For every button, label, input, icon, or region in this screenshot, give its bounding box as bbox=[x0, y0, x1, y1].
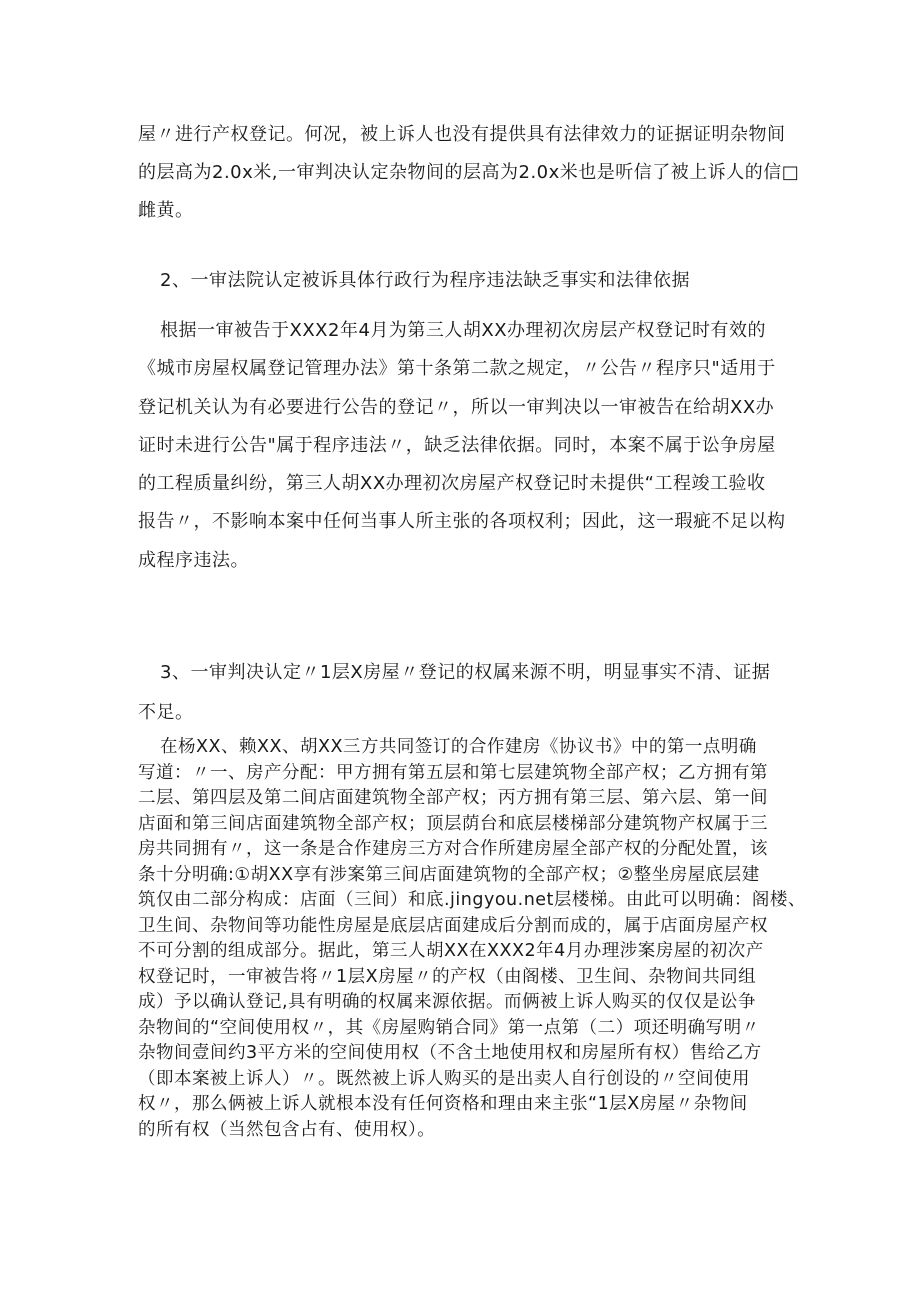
continuation-paragraph bbox=[138, 116, 800, 230]
text-line: 的层高为2.0x米,一审判决认定杂物间的层高为2.0x米也是听信了被上诉人的信□ bbox=[138, 162, 800, 183]
text-line: 权登记时，一审被告将〃1层X房屋〃的产权（由阁楼、卫生间、杂物间共同组 bbox=[138, 966, 757, 987]
text-line: （即本案被上诉人）〃。既然被上诉人购买的是出卖人自行创设的〃空间使用 bbox=[138, 1068, 750, 1089]
text-line: 证时未进行公告"属于程序违法〃，缺乏法律依据。同时，本案不属于讼争房屋 bbox=[138, 434, 776, 456]
text-line: 3、一审判决认定〃1层X房屋〃登记的权属来源不明，明显事实不清、证据 bbox=[160, 662, 771, 683]
text-line: 卫生间、杂物间等功能性房屋是底层店面建成后分割而成的，属于店面房屋产权 bbox=[138, 915, 768, 936]
text-line: 成程序违法。 bbox=[138, 549, 249, 571]
section-3-paragraph bbox=[138, 735, 806, 1143]
text-line: 登记机关认为有必要进行公告的登记〃，所以一审判决以一审被告在给胡XX办 bbox=[138, 396, 775, 418]
text-line: 条十分明确:①胡XX享有涉案第三间店面建筑物的全部产权；②整坐房屋底层建 bbox=[138, 864, 760, 885]
text-line: 权〃，那么俩被上诉人就根本没有任何资格和理由来主张“1层X房屋〃杂物间 bbox=[138, 1094, 748, 1114]
text-line: 不足。 bbox=[138, 702, 194, 723]
text-line: 筑仅由二部分构成：店面（三间）和底.jingyou.net层楼梯。由此可以明确：阁楼、 bbox=[138, 890, 806, 910]
text-line: 的所有权（当然包含占有、使用权）。 bbox=[138, 1119, 436, 1140]
text-line: 房共同拥有〃，这一条是合作建房三方对合作所建房屋全部产权的分配处置，该 bbox=[138, 839, 768, 859]
text-line: 《城市房屋权属登记管理办法》第十条第二款之规定，〃公告〃程序只"适用于 bbox=[138, 358, 776, 380]
text-line: 写道：〃一、房产分配：甲方拥有第五层和第七层建筑物全部产权；乙方拥有第 bbox=[138, 762, 768, 783]
text-line: 的工程质量纠纷，第三人胡XX办理初次房屋产权登记时未提供“工程竣工验收 bbox=[138, 473, 766, 495]
text-line: 成）予以确认登记,具有明确的权属来源依据。而俩被上诉人购买的仅仅是讼争 bbox=[138, 992, 757, 1012]
text-line: 不可分割的组成部分。据此，第三人胡XX在XXX2年4月办理涉案房屋的初次产 bbox=[138, 941, 764, 961]
section-heading-2 bbox=[138, 263, 778, 299]
text-line: 杂物间壹间约3平方米的空间使用权（不含土地使用权和房屋所有权）售给乙方 bbox=[138, 1043, 762, 1063]
text-line: 二层、第四层及第二间店面建筑物全部产权；丙方拥有第三层、第六层、第一间 bbox=[138, 788, 768, 808]
section-heading-3 bbox=[138, 653, 778, 733]
text-line: 屋〃进行产权登记。何况，被上诉人也没有提供具有法律效力的证据证明杂物间 bbox=[138, 124, 786, 145]
text-line: 雌黄。 bbox=[138, 200, 194, 221]
text-line: 杂物间的“空间使用权〃，其《房屋购销合同》第一点第（二）项还明确写明〃 bbox=[138, 1017, 760, 1038]
text-line: 在杨XX、赖XX、胡XX三方共同签订的合作建房《协议书》中的第一点明确 bbox=[160, 737, 757, 757]
text-line: 报告〃，不影响本案中任何当事人所主张的各项权利；因此，这一瑕疵不足以构 bbox=[138, 511, 786, 533]
section-2-paragraph bbox=[138, 312, 786, 580]
text-line: 2、一审法院认定被诉具体行政行为程序违法缺乏事实和法律依据 bbox=[160, 270, 690, 291]
text-line: 根据一审被告于XXX2年4月为第三人胡XX办理初次房层产权登记时有效的 bbox=[160, 320, 767, 341]
text-line: 店面和第三间店面建筑物全部产权；顶层荫台和底层楼梯部分建筑物产权属于三 bbox=[138, 813, 768, 834]
